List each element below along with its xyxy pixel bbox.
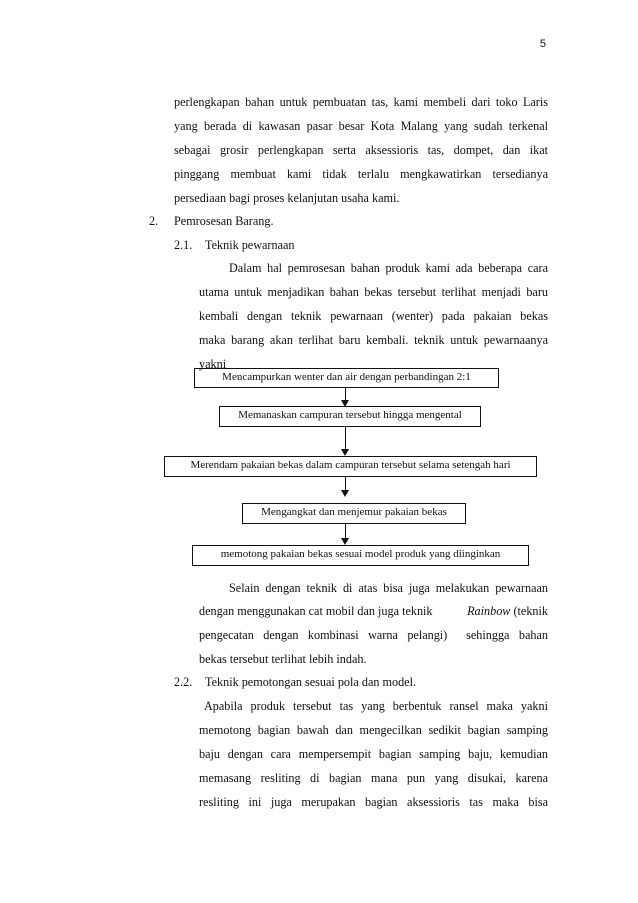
flow-step-1: Mencampurkan wenter dan air dengan perbandingan 2:1 bbox=[194, 368, 499, 388]
text-line: yakni bbox=[199, 357, 227, 371]
text-line: sebagai grosir perlengkapan serta aksessioris tas, dompet, dan ikat bbox=[174, 143, 548, 157]
text-line: Apabila produk tersebut tas yang berbentuk ransel maka yakni bbox=[204, 699, 548, 713]
text-line: persediaan bagi proses kelanjutan usaha kami. bbox=[174, 191, 400, 205]
flow-step-3: Merendam pakaian bekas dalam campuran tersebut selama setengah hari bbox=[164, 456, 537, 477]
text-fragment bbox=[467, 603, 548, 619]
subsection-title: Teknik pemotongan sesuai pola dan model. bbox=[205, 675, 417, 689]
text-line bbox=[199, 603, 548, 619]
text-line: maka barang akan terlihat baru kembali. teknik untuk pewarnaanya bbox=[199, 333, 548, 347]
subsection-number: 2.1. bbox=[174, 238, 193, 252]
text-line: resliting ini juga merupakan bagian aksessioris tas maka bisa bbox=[199, 795, 548, 809]
flow-step-5: memotong pakaian bekas sesuai model produk yang diinginkan bbox=[192, 545, 529, 566]
text-line: baju dengan cara mempersempit bagian samping baju, kemudian bbox=[199, 747, 548, 761]
text-line: memotong bagian bawah dan mengecilkan sedikit bagian samping bbox=[199, 723, 548, 737]
text-line: pinggang membuat kami tidak terlalu mengkawatirkan tersedianya bbox=[174, 167, 548, 181]
flow-step-2: Memanaskan campuran tersebut hingga mengental bbox=[219, 406, 481, 427]
text-line: perlengkapan bahan untuk pembuatan tas, kami membeli dari toko Laris bbox=[174, 95, 548, 109]
subsection-title: Teknik pewarnaan bbox=[205, 238, 295, 252]
emphasis-text: Rainbow bbox=[467, 604, 511, 618]
text-line: yang berada di kawasan pasar besar Kota Malang yang sudah terkenal bbox=[174, 119, 548, 133]
text-line: kembali dengan teknik pewarnaan (wenter) pada pakaian bekas bbox=[199, 309, 548, 323]
text-line: Dalam hal pemrosesan bahan produk kami ada beberapa cara bbox=[229, 261, 548, 275]
text-line: Selain dengan teknik di atas bisa juga melakukan pewarnaan bbox=[229, 581, 548, 595]
text-line: utama untuk menjadikan bahan bekas tersebut terlihat menjadi baru bbox=[199, 285, 548, 299]
subsection-number: 2.2. bbox=[174, 675, 193, 689]
text-line: memasang resliting di bagian mana pun yang disukai, karena bbox=[199, 771, 548, 785]
text-fragment: (teknik bbox=[513, 604, 548, 618]
text-line: bekas tersebut terlihat lebih indah. bbox=[199, 652, 367, 666]
flow-step-4: Mengangkat dan menjemur pakaian bekas bbox=[242, 503, 466, 524]
text-fragment: dengan menggunakan cat mobil dan juga teknik bbox=[199, 604, 433, 618]
page-number: 5 bbox=[539, 38, 546, 50]
section-title: Pemrosesan Barang. bbox=[174, 214, 274, 228]
text-line: pengecatan dengan kombinasi warna pelangi) sehingga bahan bbox=[199, 628, 548, 642]
section-number: 2. bbox=[149, 214, 159, 228]
